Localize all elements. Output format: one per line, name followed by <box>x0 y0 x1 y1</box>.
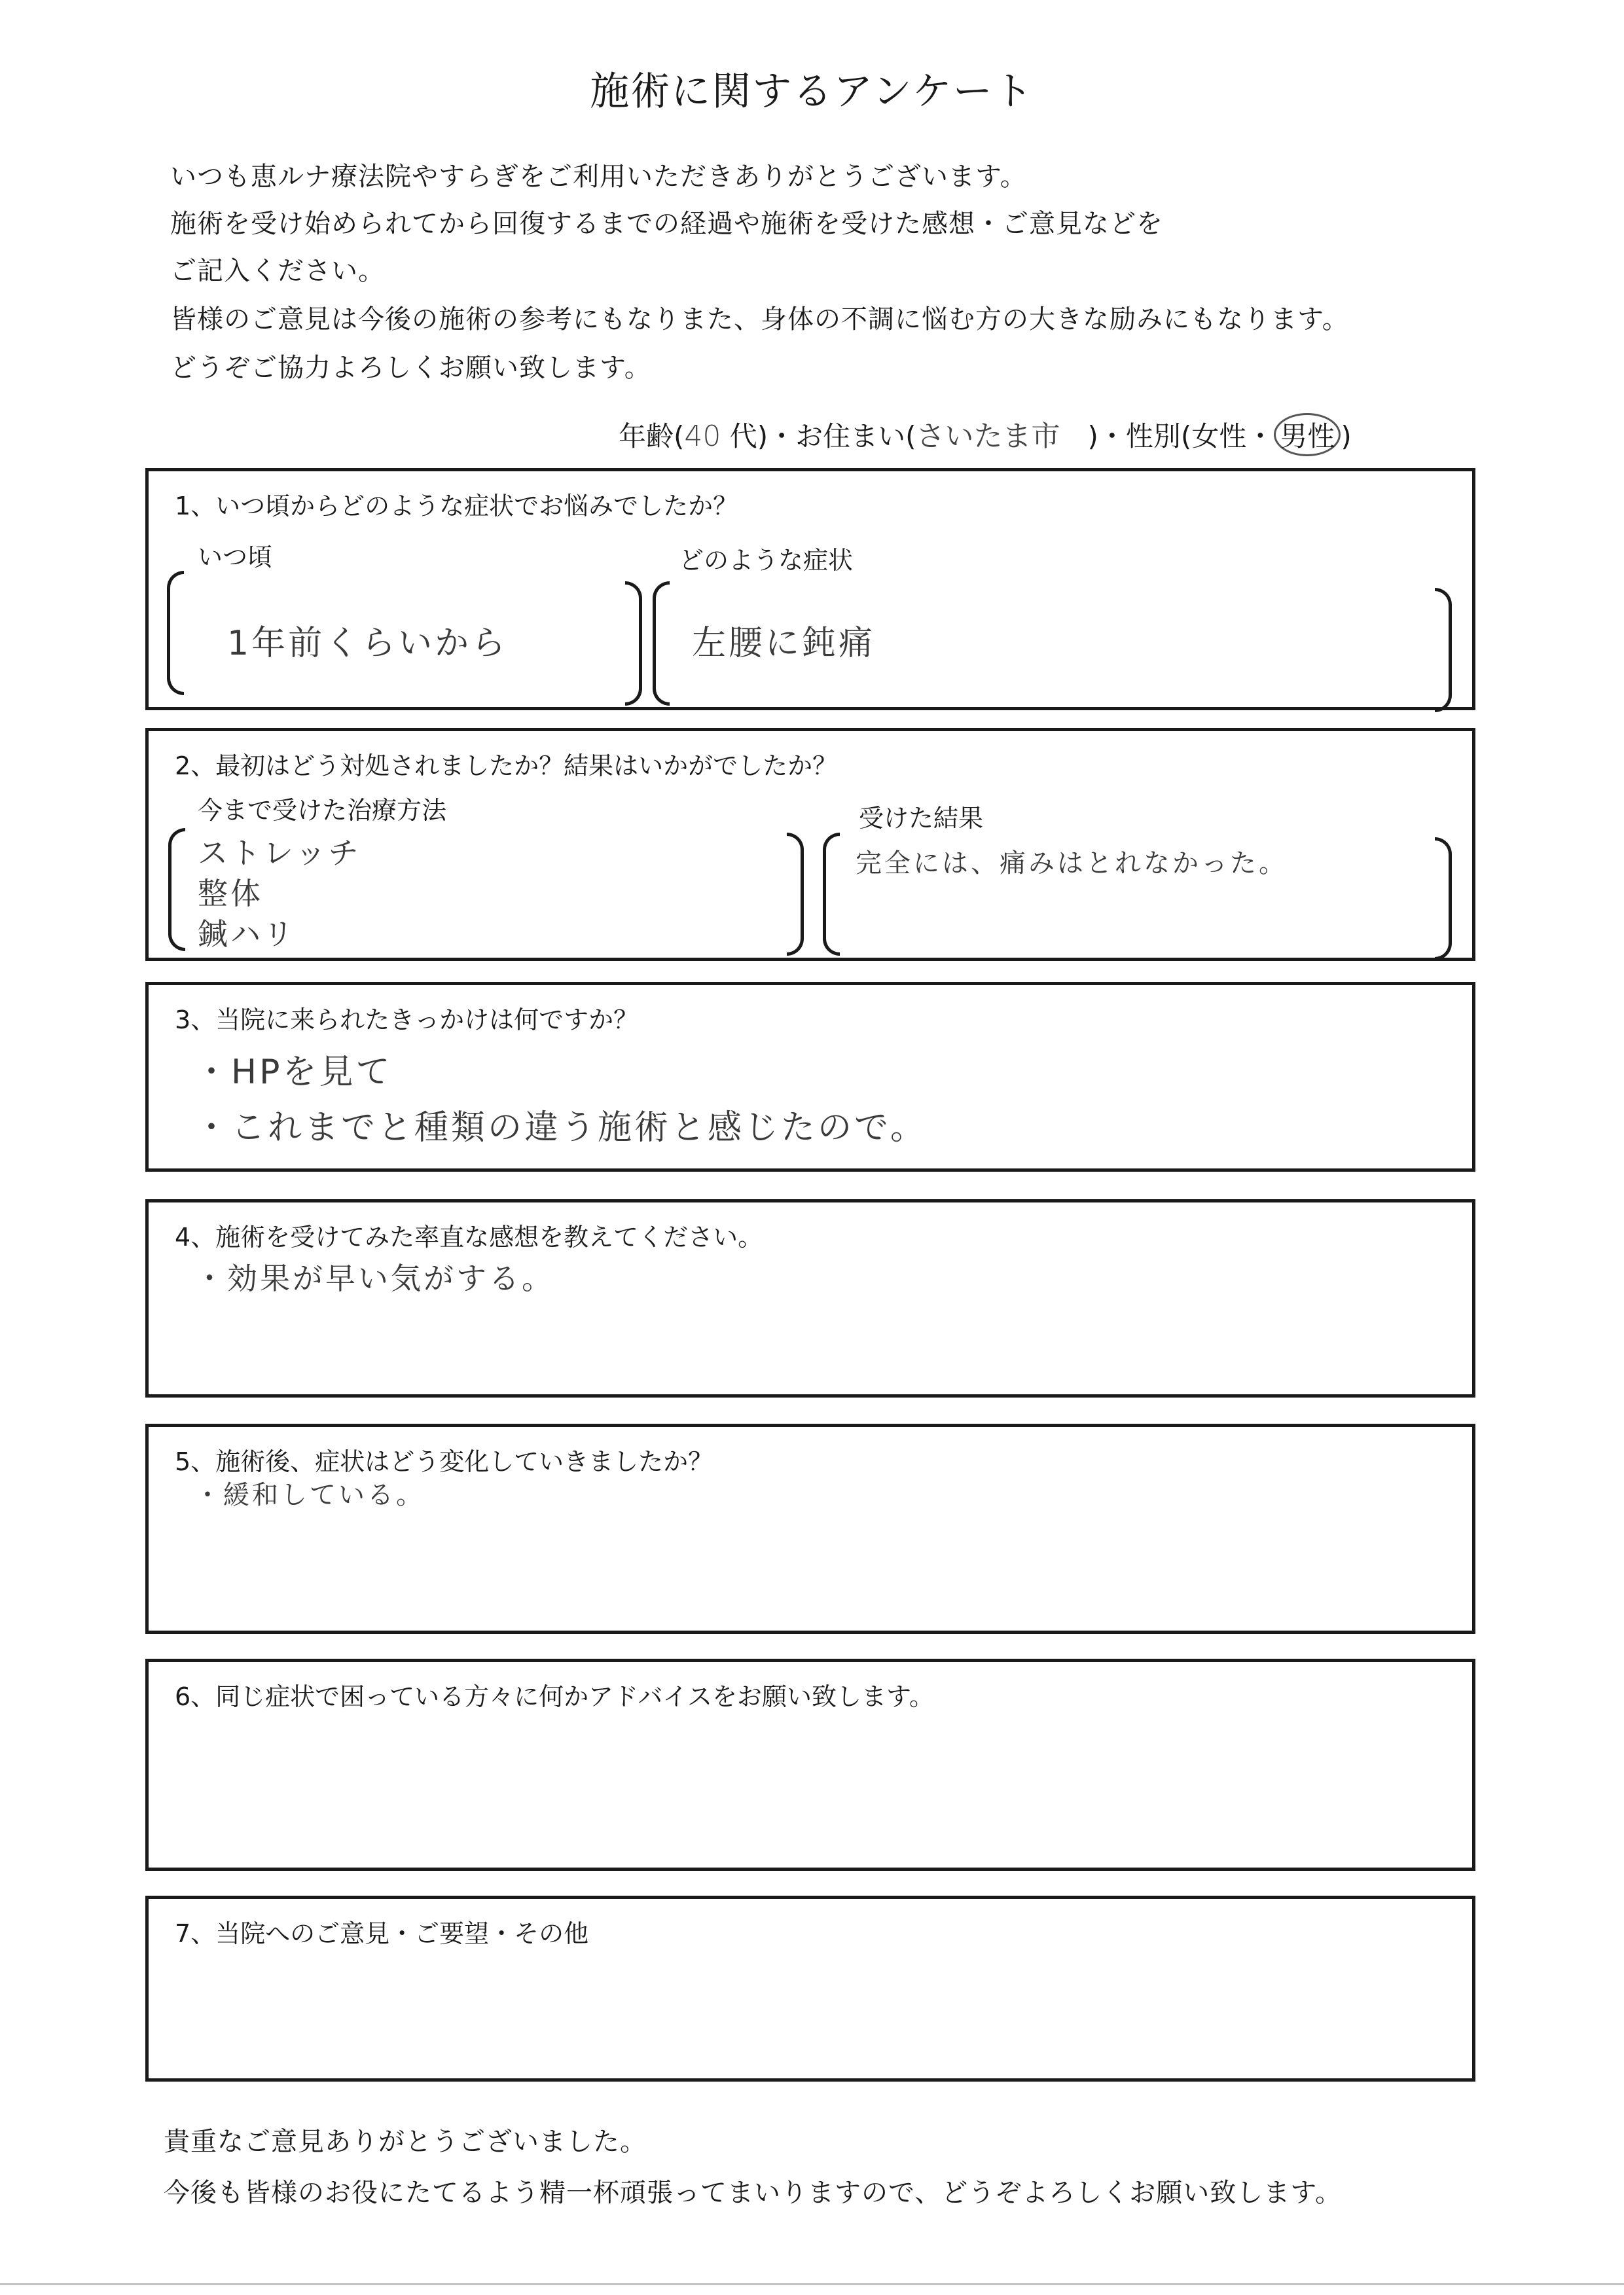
answer-when[interactable]: 1年前くらいから <box>227 624 509 663</box>
bracket-close <box>787 833 804 956</box>
question-title: 6、同じ症状で困っている方々に何かアドバイスをお願い致します。 <box>175 1682 934 1711</box>
age-field[interactable]: 40 <box>684 420 721 453</box>
bracket-close <box>625 581 642 706</box>
question-box-7 <box>145 1896 1475 2082</box>
bracket-close <box>1435 837 1452 960</box>
question-box-3 <box>145 982 1475 1172</box>
gender-option-female[interactable]: 女性 <box>1191 420 1247 452</box>
question-title: 4、施術を受けてみた率直な感想を教えてください。 <box>175 1223 763 1252</box>
question-box-2 <box>145 728 1475 961</box>
answer-symptom[interactable]: 左腰に鈍痛 <box>692 624 876 663</box>
question-box-6 <box>145 1659 1475 1871</box>
bracket-open <box>167 571 184 695</box>
answer-line[interactable]: ・効果が早い気がする。 <box>194 1261 554 1296</box>
question-title: 7、当院へのご意見・ご要望・その他 <box>175 1919 589 1948</box>
question-box-5 <box>145 1424 1475 1634</box>
residence-suffix: )・ <box>1060 420 1126 452</box>
bracket-open <box>653 581 670 706</box>
answer-line[interactable]: ・緩和している。 <box>194 1480 425 1510</box>
answer-treatment[interactable]: 鍼ハリ <box>198 916 296 952</box>
gender-label: 性別( <box>1125 420 1192 452</box>
gender-separator: ・ <box>1246 420 1274 452</box>
answer-line[interactable]: ・HPを見て <box>194 1053 393 1092</box>
intro-line: ご記入ください。 <box>170 256 385 286</box>
footer-closing: 今後も皆様のお役にたてるよう精一杯頑張ってまいりますので、どうぞよろしくお願い致します。 <box>164 2178 1342 2208</box>
bracket-close <box>1435 588 1452 712</box>
bracket-open <box>168 828 185 951</box>
sublabel-symptom: どのような症状 <box>679 546 854 575</box>
sublabel-treatments: 今まで受けた治療方法 <box>198 796 447 825</box>
answer-area[interactable] <box>194 1958 1425 2069</box>
gender-close: ) <box>1341 420 1352 452</box>
question-title: 3、当院に来られたきっかけは何ですか？ <box>175 1005 639 1034</box>
question-box-1 <box>145 468 1475 710</box>
sublabel-result: 受けた結果 <box>859 804 984 833</box>
page-title: 施術に関するアンケート <box>590 69 1034 115</box>
bracket-open <box>823 833 840 956</box>
sublabel-when: いつ頃 <box>198 543 273 571</box>
question-title: 2、最初はどう対処されましたか？結果はいかがでしたか？ <box>175 751 838 780</box>
intro-line: どうぞご協力よろしくお願い致します。 <box>170 353 651 383</box>
intro-line: 皆様のご意見は今後の施術の参考にもなりまた、身体の不調に悩む方の大きな励みにもなります。 <box>170 304 1349 334</box>
residence-field[interactable]: さいたま市 <box>916 420 1060 453</box>
question-box-4 <box>145 1199 1475 1398</box>
respondent-info <box>619 412 1352 456</box>
answer-result[interactable]: 完全には、痛みはとれなかった。 <box>856 848 1288 878</box>
age-suffix: 代)・ <box>721 420 796 452</box>
age-label: 年齢( <box>619 420 685 452</box>
intro-line: いつも恵ルナ療法院やすらぎをご利用いただきありがとうございます。 <box>170 162 1027 192</box>
answer-area[interactable] <box>194 1721 1425 1852</box>
scan-edge-line <box>0 2283 1624 2285</box>
question-title: 1、いつ頃からどのような症状でお悩みでしたか？ <box>175 492 738 520</box>
answer-treatment[interactable]: ストレッチ <box>198 835 361 871</box>
intro-line: 施術を受け始められてから回復するまでの経過や施術を受けた感想・ご意見などを <box>170 209 1163 239</box>
residence-label: お住まい( <box>795 420 916 452</box>
footer-thanks: 貴重なご意見ありがとうございました。 <box>164 2127 647 2157</box>
gender-option-male-circled[interactable]: 男性 <box>1274 413 1341 456</box>
answer-line[interactable]: ・これまでと種類の違う施術と感じたので。 <box>194 1108 927 1148</box>
question-title: 5、施術後、症状はどう変化していきましたか？ <box>175 1447 713 1476</box>
answer-treatment[interactable]: 整体 <box>198 876 263 911</box>
